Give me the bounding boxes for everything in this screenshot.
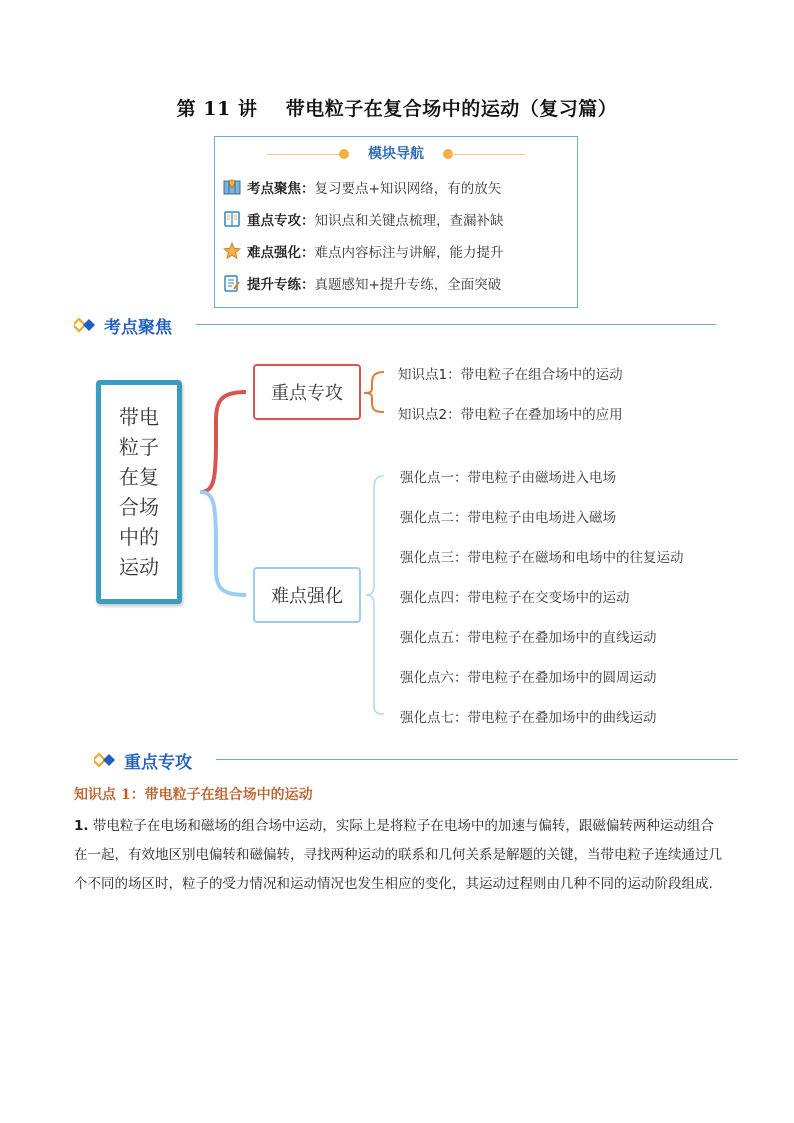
section-title: 考点聚焦 [104, 317, 172, 338]
page-title: 第 11 讲 带电粒子在复合场中的运动（复习篇） [176, 98, 618, 120]
brace-difficult-leaves [366, 476, 384, 714]
nav-item-label: 提升专练： [247, 277, 315, 293]
nav-heading: 模块导航 [368, 146, 424, 162]
mindmap-root [96, 380, 182, 604]
nav-item-text: 难点内容标注与讲解，能力提升 [314, 245, 504, 261]
mindmap-leaf: 强化点四：带电粒子在交变场中的运动 [400, 590, 630, 606]
connector-root-to-key [200, 392, 246, 492]
nav-item-label: 考点聚焦： [247, 181, 315, 197]
mindmap-leaf: 知识点2：带电粒子在叠加场中的应用 [398, 407, 623, 423]
connector-root-to-difficult [200, 492, 246, 595]
section-header-key [94, 747, 192, 773]
mindmap-branch-key: 重点专攻 [253, 364, 361, 420]
nav-item-text: 知识点和关键点梳理，查漏补缺 [314, 213, 504, 229]
mindmap-leaf: 强化点五：带电粒子在叠加场中的直线运动 [400, 630, 657, 646]
diamonds-icon [94, 752, 118, 768]
paragraph-text: 带电粒子在电场和磁场的组合场中运动，实际上是将粒子在电场中的加速与偏转，跟磁偏转两种运动组合在一起，有效地区别电偏转和磁偏转，寻找两种运动的联系和几何关系是解题的关键，当带电粒子连续通过几个不同的场区时，粒子的受力情况和运动情况也发生相应的变化，其运动过程则由几种不同的运动阶段组成. [74, 818, 722, 892]
paragraph-number: 1. [74, 818, 89, 834]
mindmap-branch-difficult: 难点强化 [253, 567, 361, 623]
mindmap-leaf: 强化点六：带电粒子在叠加场中的圆周运动 [400, 670, 657, 686]
mindmap-leaf: 强化点二：带电粒子由电场进入磁场 [400, 510, 616, 526]
mindmap-leaf: 知识点1：带电粒子在组合场中的运动 [398, 367, 623, 383]
mindmap-leaf: 强化点三：带电粒子在磁场和电场中的往复运动 [400, 550, 684, 566]
nav-item-text: 复习要点+知识网络，有的放矢 [314, 181, 502, 197]
section-divider [216, 759, 738, 760]
mindmap-leaf: 强化点七：带电粒子在叠加场中的曲线运动 [400, 710, 657, 726]
paragraph-1 [74, 812, 724, 899]
mindmap-leaf: 强化点一：带电粒子由磁场进入电场 [400, 470, 616, 486]
nav-item-label: 难点强化： [247, 245, 315, 261]
mindmap-root-text: 带电粒子在复合场中的运动 [119, 405, 159, 579]
section-title: 重点专攻 [124, 752, 192, 773]
brace-key-leaves [364, 372, 384, 412]
knowledge-point-title: 知识点 1：带电粒子在组合场中的运动 [74, 787, 313, 803]
nav-item-label: 重点专攻： [247, 213, 315, 229]
nav-item-text: 真题感知+提升专练，全面突破 [314, 277, 502, 293]
